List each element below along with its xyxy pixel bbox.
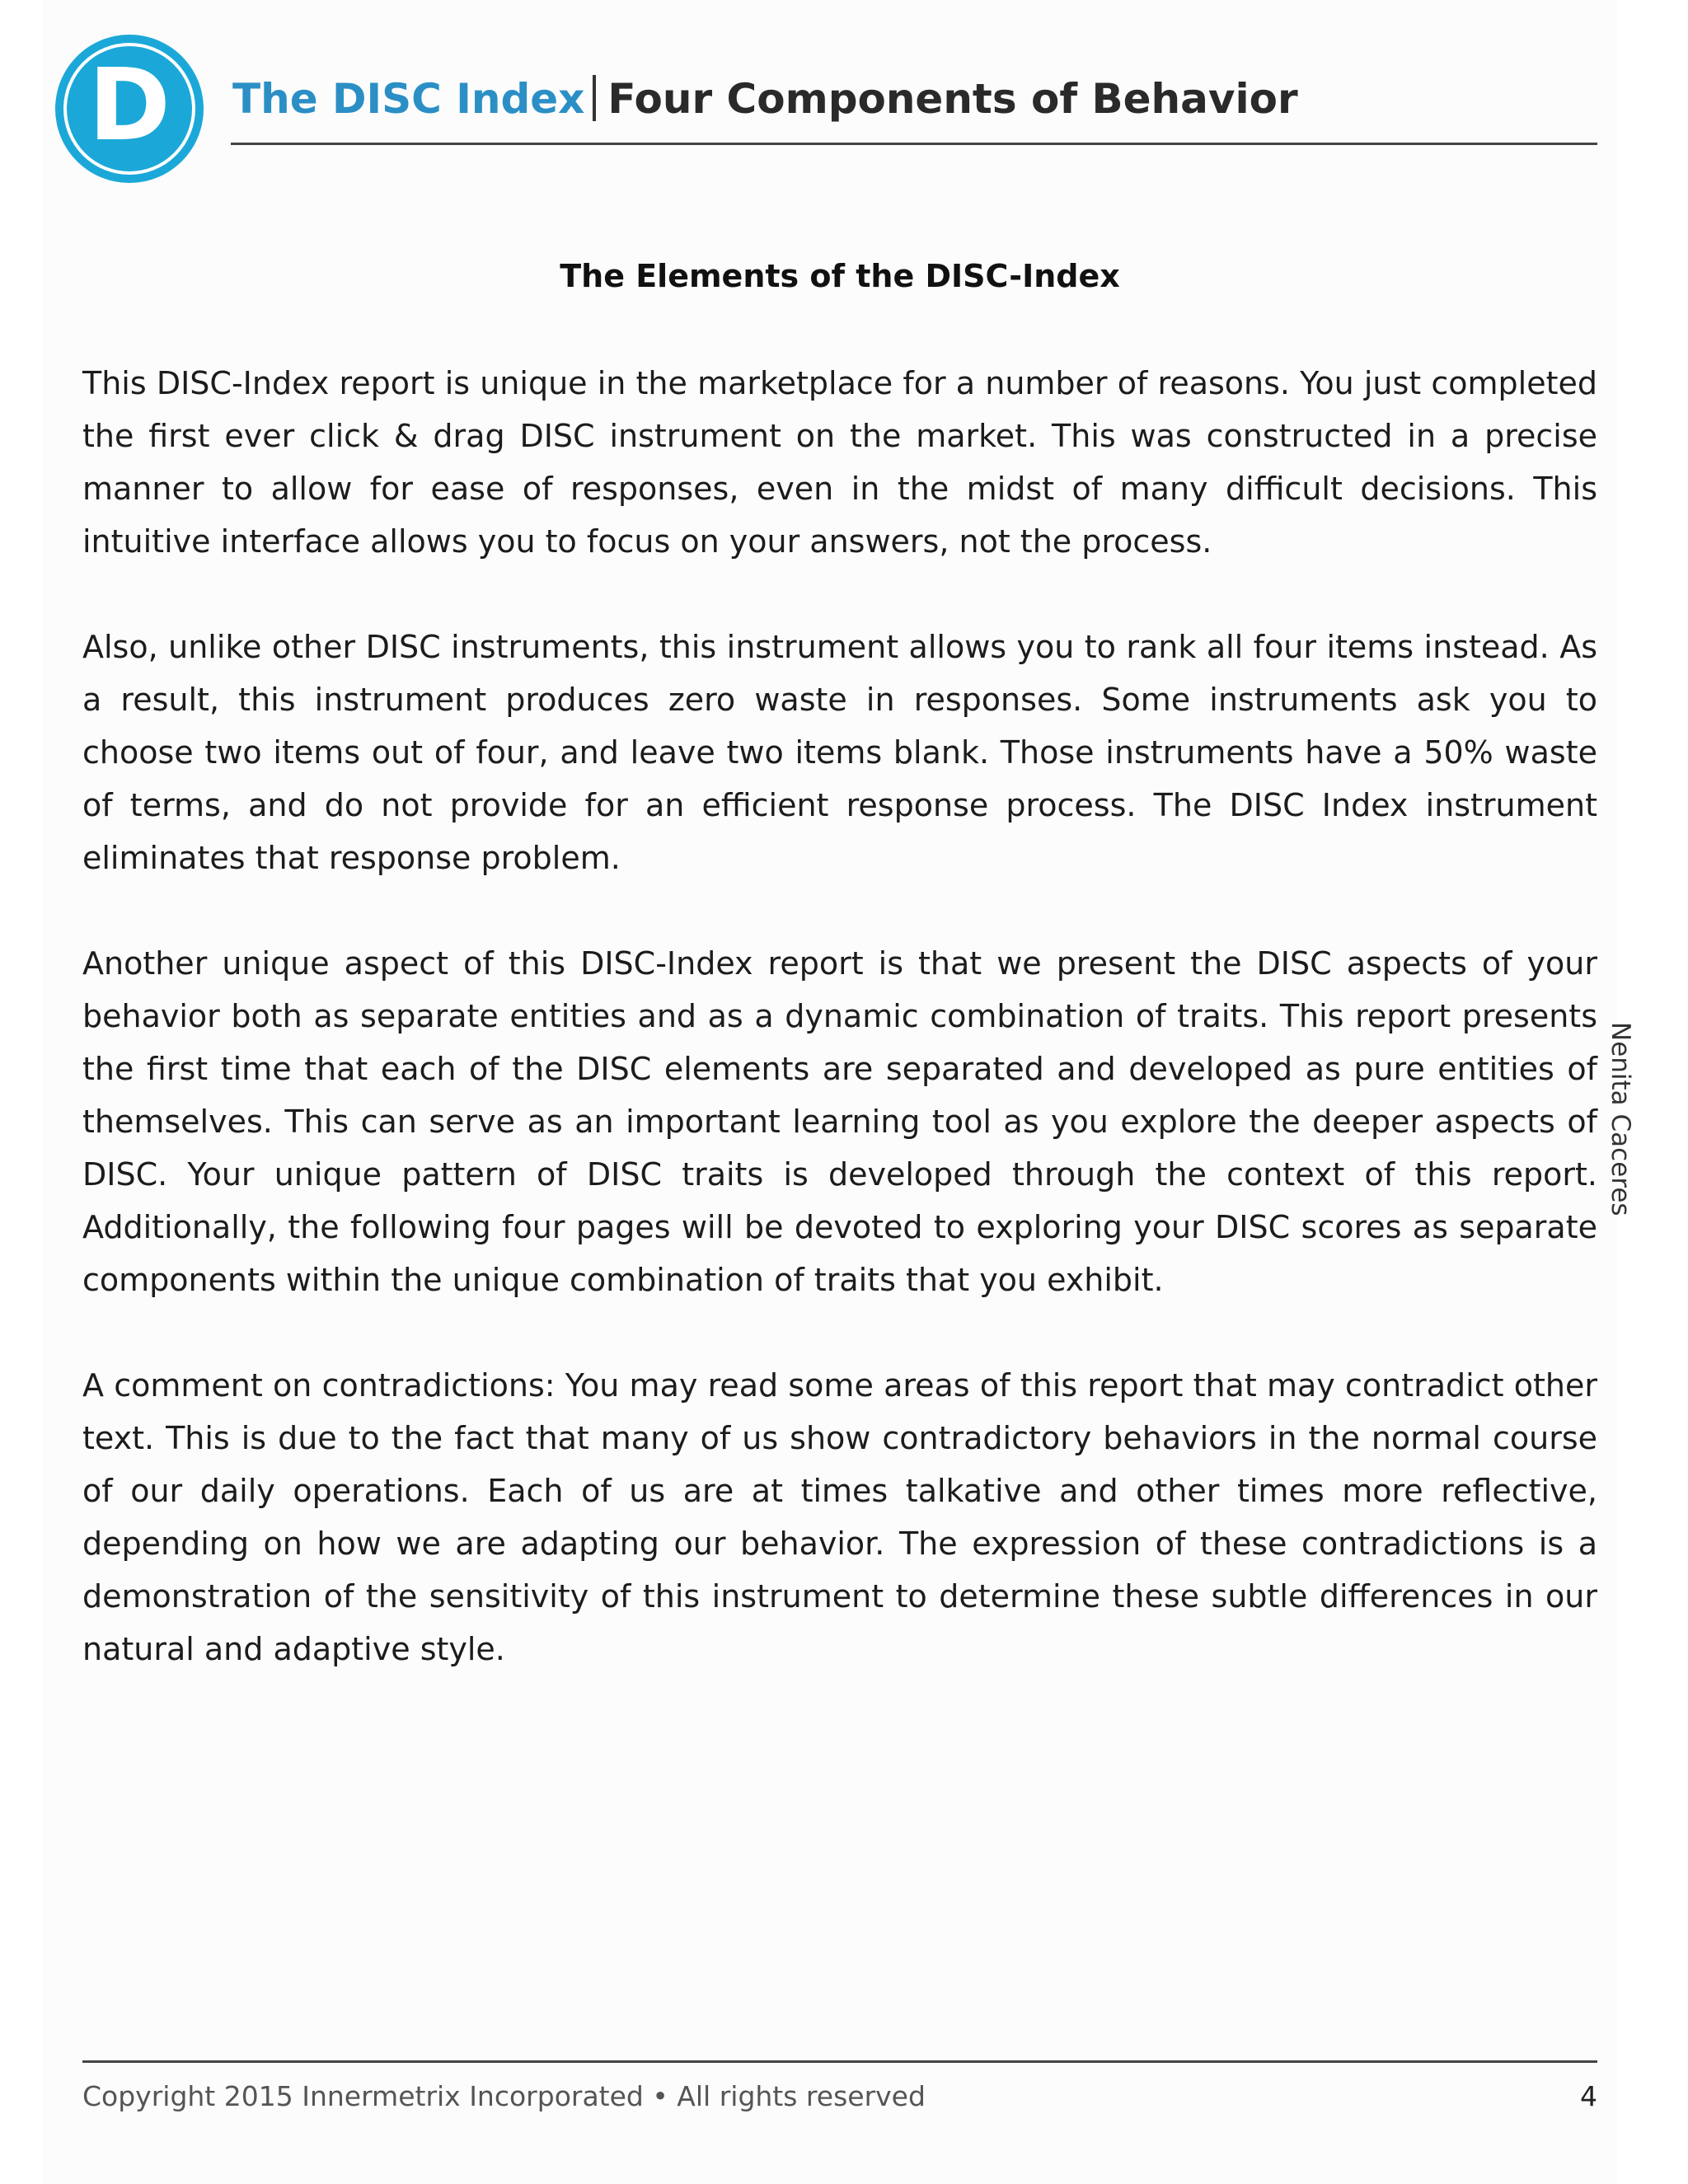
- paragraph-4: A comment on contradictions: You may read some areas of this report that may contradict other text. This is due to the fact that many of us show contradictory behaviors in the normal course of our daily operations. Each of us are at times talkative and other times more reflective, depending on how we are adapting our behavior. The expression of these contradictions is a demonstration of the sensitivity of this instrument to determine these subtle differences in our natural and adaptive style.: [82, 1367, 1597, 1667]
- footer-divider: [82, 2060, 1597, 2063]
- paragraph-3: Another unique aspect of this DISC-Index report is that we present the DISC aspects of your behavior both as separate entities and as a dynamic combination of traits. This report presents the first time that each of the DISC elements are separated and developed as pure entities of themselves. This can serve as an important learning tool as you explore the deeper aspects of DISC. Your unique pattern of DISC traits is developed through the context of this report. Additionally, the following four pages will be devoted to exploring your DISC scores as separate components within the unique combination of traits that you exhibit.: [82, 945, 1597, 1298]
- logo-letter: D: [88, 49, 171, 163]
- header-section-title: Four Components of Behavior: [607, 75, 1298, 123]
- logo-ring: [63, 43, 195, 175]
- page-header-title: [232, 74, 1298, 124]
- header-brand: The DISC Index: [232, 75, 585, 123]
- paragraph-1: This DISC-Index report is unique in the marketplace for a number of reasons. You just completed the first ever click & drag DISC instrument on the market. This was constructed in a precise manner to allow for ease of responses, even in the midst of many difficult decisions. This intuitive interface allows you to focus on your answers, not the process.: [82, 365, 1597, 560]
- respondent-name: Nenita Caceres: [1606, 1022, 1635, 1216]
- header-separator: [593, 75, 596, 121]
- page-number: 4: [1580, 2080, 1597, 2112]
- paragraph-2: Also, unlike other DISC instruments, this instrument allows you to rank all four items instead. As a result, this instrument produces zero waste in responses. Some instruments ask you to choose two items out of four, and leave two items blank. Those instruments have a 50% waste of terms, and do not provide for an efficient response process. The DISC Index instrument eliminates that response problem.: [82, 629, 1597, 876]
- disc-logo-icon: [55, 35, 204, 183]
- footer-copyright: Copyright 2015 Innermetrix Incorporated • All rights reserved: [82, 2080, 926, 2112]
- section-heading: The Elements of the DISC-Index: [560, 258, 1120, 294]
- body-text: [82, 357, 1597, 1728]
- header-divider: [231, 143, 1597, 145]
